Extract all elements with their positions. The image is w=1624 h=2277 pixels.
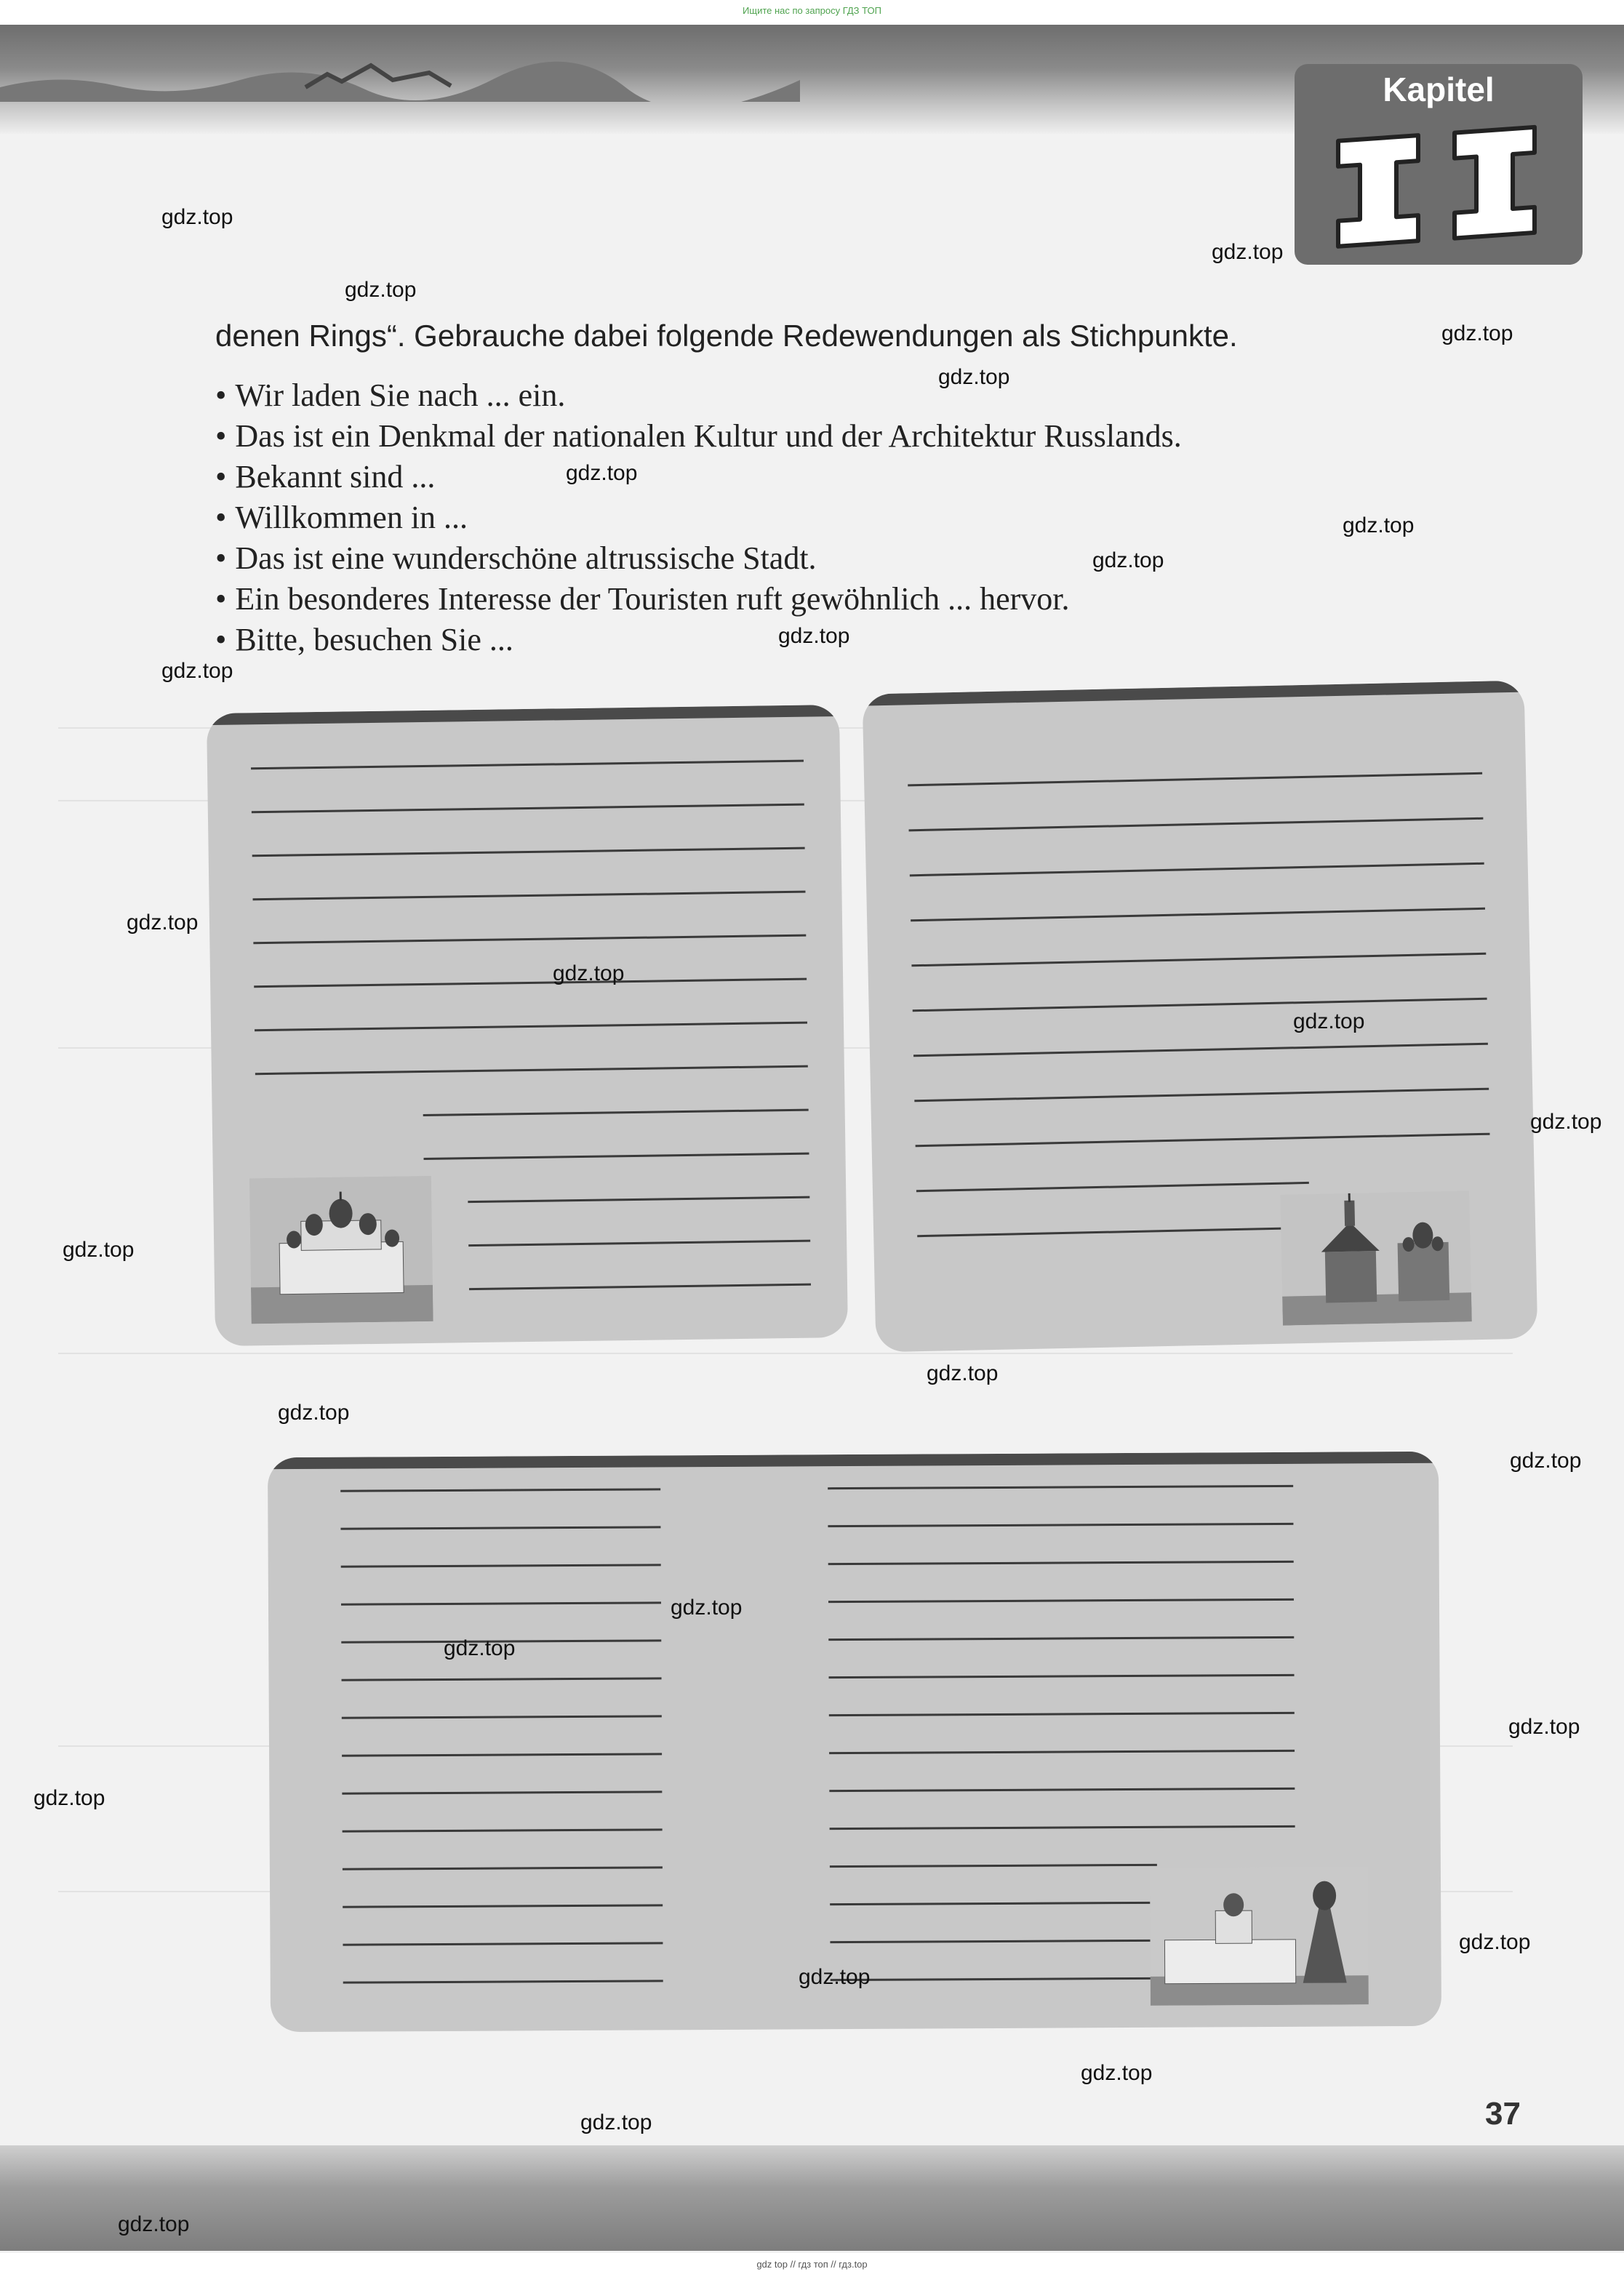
- writing-line[interactable]: [342, 1715, 662, 1718]
- torn-edge-decoration: [0, 58, 800, 102]
- writing-card-left: [207, 705, 848, 1346]
- writing-line[interactable]: [343, 1980, 663, 1983]
- writing-card-right: [863, 681, 1538, 1353]
- writing-line[interactable]: [468, 1240, 810, 1247]
- writing-line[interactable]: [914, 1088, 1489, 1103]
- writing-card-bottom: [268, 1452, 1441, 2032]
- writing-line[interactable]: [911, 908, 1485, 922]
- writing-line[interactable]: [251, 760, 804, 770]
- writing-line[interactable]: [916, 1182, 1309, 1192]
- writing-line[interactable]: [829, 1712, 1295, 1716]
- writing-line[interactable]: [343, 1942, 663, 1945]
- writing-line[interactable]: [341, 1564, 661, 1567]
- watermark: gdz.top: [278, 1401, 350, 1425]
- watermark: gdz.top: [1441, 321, 1513, 345]
- watermark: gdz.top: [1508, 1715, 1580, 1739]
- watermark: gdz.top: [63, 1238, 135, 1262]
- writing-line[interactable]: [830, 1940, 1157, 1943]
- phrase-item: • Bitte, besuchen Sie ...: [215, 620, 1182, 660]
- watermark: gdz.top: [1343, 513, 1415, 537]
- watermark: gdz.top: [580, 2110, 652, 2134]
- phrase-item: • Willkommen in ...: [215, 497, 1182, 538]
- writing-line[interactable]: [253, 891, 806, 901]
- writing-line[interactable]: [830, 1825, 1295, 1830]
- bleed-line: [58, 1353, 1513, 1354]
- phrase-list: [215, 375, 1182, 660]
- watermark: gdz.top: [1212, 240, 1284, 264]
- writing-line[interactable]: [341, 1601, 661, 1605]
- writing-line[interactable]: [343, 1904, 663, 1908]
- writing-line[interactable]: [342, 1790, 662, 1794]
- writing-line[interactable]: [828, 1523, 1293, 1527]
- writing-line[interactable]: [342, 1753, 662, 1756]
- watermark: gdz.top: [778, 624, 850, 648]
- writing-line[interactable]: [252, 804, 804, 814]
- phrase-item: • Bekannt sind ...: [215, 457, 1182, 497]
- watermark: gdz.top: [127, 911, 199, 935]
- writing-line[interactable]: [254, 978, 807, 988]
- writing-line[interactable]: [913, 998, 1487, 1012]
- writing-line[interactable]: [342, 1677, 662, 1681]
- watermark: gdz.top: [927, 1361, 999, 1385]
- watermark: gdz.top: [1293, 1009, 1365, 1033]
- watermark: gdz.top: [1081, 2061, 1153, 2085]
- watermark: gdz.top: [1510, 1449, 1582, 1473]
- search-banner: Ищите нас по запросу ГДЗ ТОП: [743, 5, 881, 16]
- writing-lines: [340, 1488, 663, 1998]
- chapter-roman-numeral: [1295, 115, 1583, 260]
- page-number: 37: [1485, 2096, 1521, 2132]
- writing-line[interactable]: [340, 1488, 660, 1492]
- writing-line[interactable]: [424, 1153, 809, 1160]
- watermark: gdz.top: [33, 1786, 105, 1810]
- writing-line[interactable]: [909, 817, 1484, 832]
- writing-line[interactable]: [343, 1828, 663, 1832]
- monastery-photo: [1150, 1866, 1369, 2006]
- writing-line[interactable]: [830, 1902, 1157, 1905]
- watermark: gdz.top: [799, 1965, 871, 1989]
- writing-line[interactable]: [423, 1109, 809, 1116]
- cathedral-photo: [249, 1176, 433, 1324]
- footer-banner: gdz top // гдз топ // гдз.top: [756, 2259, 868, 2270]
- writing-line[interactable]: [255, 1065, 808, 1076]
- writing-line[interactable]: [469, 1284, 811, 1291]
- writing-line[interactable]: [255, 1022, 807, 1032]
- writing-line[interactable]: [252, 847, 805, 857]
- writing-line[interactable]: [468, 1196, 809, 1204]
- writing-line[interactable]: [829, 1750, 1295, 1754]
- writing-line[interactable]: [828, 1598, 1294, 1603]
- writing-line[interactable]: [343, 1866, 663, 1870]
- chapter-badge: [1295, 64, 1583, 265]
- watermark: gdz.top: [671, 1596, 743, 1620]
- watermark: gdz.top: [1530, 1110, 1602, 1134]
- bottom-torn-band: [0, 2145, 1624, 2251]
- writing-line[interactable]: [829, 1674, 1295, 1678]
- watermark: gdz.top: [1092, 548, 1164, 572]
- writing-line[interactable]: [828, 1561, 1294, 1565]
- watermark: gdz.top: [161, 205, 233, 229]
- writing-line[interactable]: [911, 953, 1486, 967]
- writing-line[interactable]: [913, 1043, 1488, 1057]
- phrase-item: • Das ist ein Denkmal der nationalen Kultur und der Architektur Russlands.: [215, 416, 1182, 457]
- watermark: gdz.top: [345, 278, 417, 302]
- watermark: gdz.top: [938, 365, 1010, 389]
- chapter-label: Kapitel: [1383, 71, 1495, 108]
- writing-line[interactable]: [916, 1133, 1490, 1148]
- writing-line[interactable]: [830, 1864, 1157, 1868]
- phrase-item: • Wir laden Sie nach ... ein.: [215, 375, 1182, 416]
- watermark: gdz.top: [566, 461, 638, 485]
- writing-line[interactable]: [831, 1977, 1158, 1981]
- watermark: gdz.top: [553, 961, 625, 985]
- writing-line[interactable]: [908, 772, 1482, 787]
- writing-line[interactable]: [340, 1526, 660, 1529]
- watermark: gdz.top: [1459, 1930, 1531, 1954]
- writing-line[interactable]: [917, 1227, 1310, 1237]
- writing-line[interactable]: [828, 1485, 1293, 1489]
- wooden-church-photo: [1280, 1190, 1472, 1325]
- writing-line[interactable]: [828, 1636, 1294, 1641]
- writing-line[interactable]: [253, 935, 806, 945]
- watermark: gdz.top: [161, 659, 233, 683]
- writing-line[interactable]: [910, 863, 1484, 877]
- task-intro: denen Rings“. Gebrauche dabei folgende Redewendungen als Stichpunkte.: [215, 319, 1238, 353]
- watermark: gdz.top: [118, 2212, 190, 2236]
- writing-line[interactable]: [829, 1788, 1295, 1792]
- watermark: gdz.top: [444, 1636, 516, 1660]
- phrase-item: • Das ist eine wunderschöne altrussische Stadt.: [215, 538, 1182, 579]
- phrase-item: • Ein besonderes Interesse der Touristen ruft gewöhnlich ... hervor.: [215, 579, 1182, 620]
